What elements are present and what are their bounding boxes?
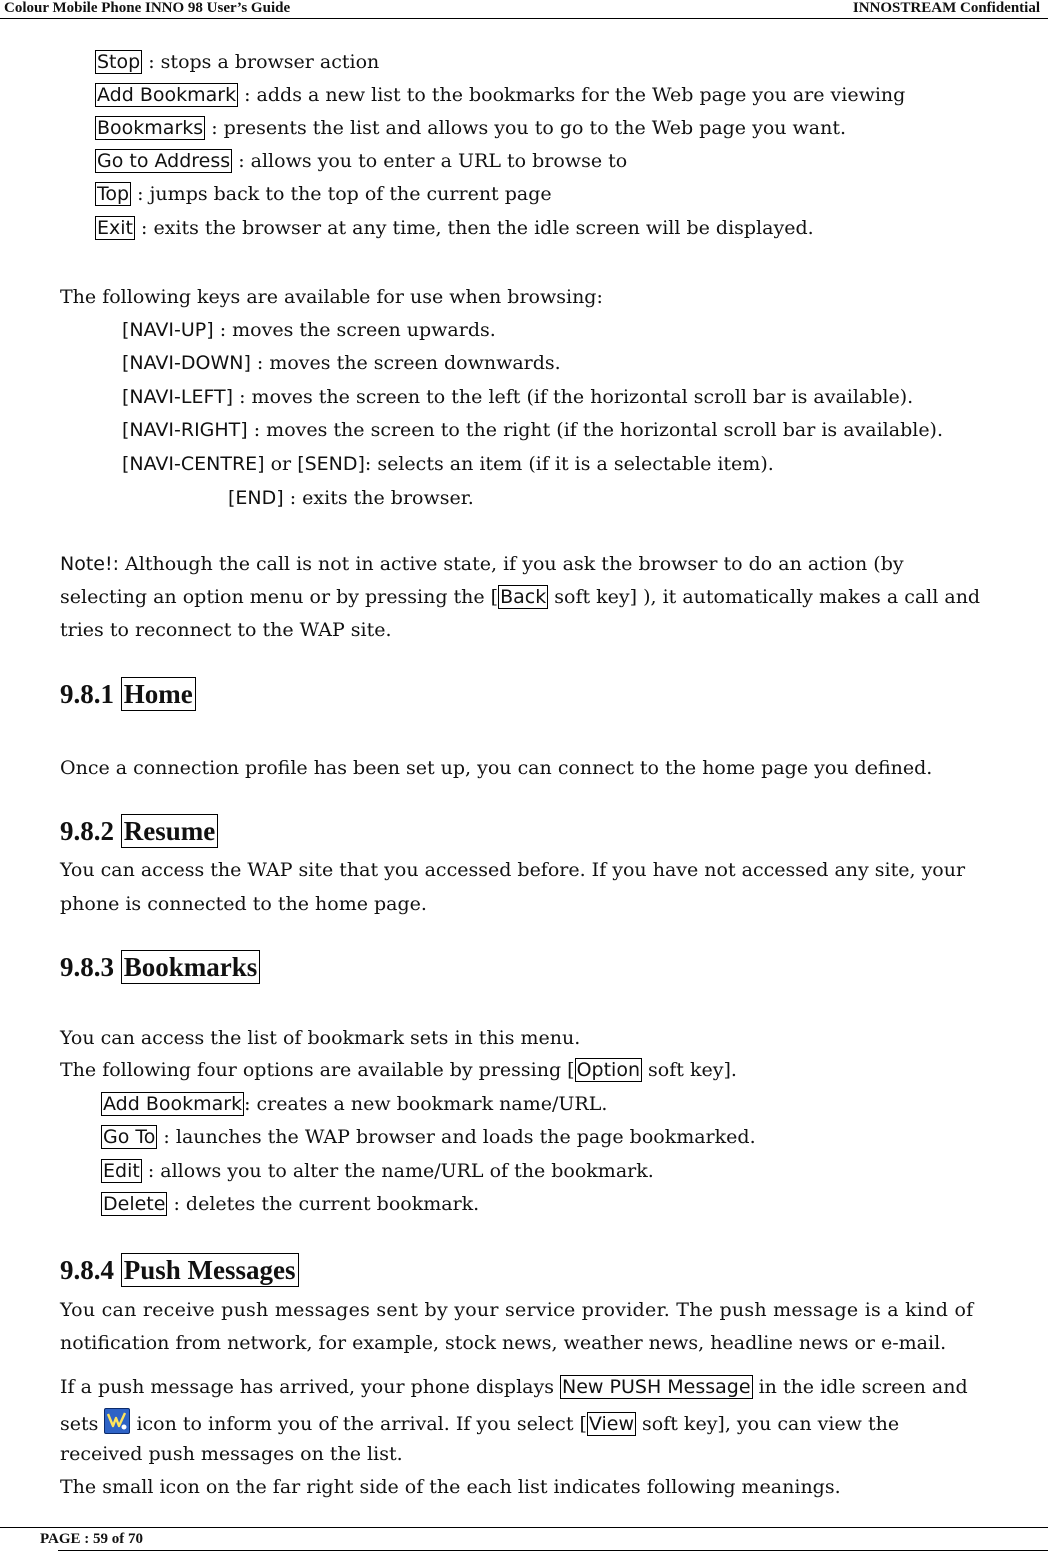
header-title: Colour Mobile Phone INNO 98 User’s Guide — [4, 0, 291, 16]
heading-bookmarks — [60, 950, 260, 984]
key-desc: : moves the screen to the left (if the horizontal scroll bar is available). — [233, 386, 914, 408]
option-key: Exit — [97, 217, 133, 239]
note-label: Note!: — [60, 553, 119, 575]
heading-home — [60, 677, 196, 711]
heading-number: 9.8.2 — [60, 816, 121, 846]
push-line-2: notification from network, for example, stock news, weather news, headline news or e-mail. — [60, 1332, 947, 1354]
new-push-message-label: New PUSH Message — [562, 1376, 751, 1398]
push-line-6: The small icon on the far right side of the each list indicates following meanings. — [60, 1476, 841, 1498]
key-desc: : moves the screen to the right (if the horizontal scroll bar is available). — [247, 419, 944, 441]
option-stop — [95, 50, 379, 74]
key-desc: : moves the screen downwards. — [250, 352, 561, 374]
note-text: Although the call is not in active state, if you ask the browser to do an action (by — [119, 553, 904, 575]
push-text: icon to inform you of the arrival. If you select [ — [130, 1413, 587, 1435]
push-text: in the idle screen and — [752, 1376, 968, 1398]
key-or: or — [264, 453, 298, 475]
option-desc: : allows you to alter the name/URL of the bookmark. — [141, 1160, 654, 1182]
key-navi-right — [122, 418, 943, 442]
page-footer — [0, 1527, 1048, 1552]
key-desc: : exits the browser. — [283, 487, 474, 509]
key-label: [NAVI-DOWN] — [122, 352, 251, 374]
bookmarks-line-2 — [60, 1058, 737, 1082]
push-line-5: received push messages on the list. — [60, 1443, 403, 1465]
option-key: Bookmarks — [97, 117, 204, 139]
back-key: Back — [500, 586, 547, 608]
option-go-to-address — [95, 149, 627, 173]
option-key: Edit — [103, 1160, 140, 1182]
resume-line-1: You can access the WAP site that you accessed before. If you have not accessed any site, your — [60, 859, 966, 881]
page-header — [0, 0, 1048, 19]
heading-number: 9.8.3 — [60, 952, 121, 982]
push-text: soft key], you can view the — [636, 1413, 900, 1435]
option-key: Stop — [97, 51, 141, 73]
keys-intro: The following keys are available for use when browsing: — [60, 286, 603, 308]
heading-title: Push Messages — [121, 1253, 299, 1287]
page-number: PAGE : 59 of 70 — [40, 1531, 144, 1547]
heading-title: Bookmarks — [121, 950, 261, 984]
option-desc: : stops a browser action — [142, 51, 380, 73]
push-line-3 — [60, 1375, 968, 1399]
key-desc: : selects an item (if it is a selectable item). — [364, 453, 774, 475]
option-desc: : allows you to enter a URL to browse to — [232, 150, 628, 172]
push-text: If a push message has arrived, your phone displays — [60, 1376, 561, 1398]
option-exit — [95, 216, 814, 240]
key-navi-centre — [122, 452, 774, 476]
option-key: Top — [97, 183, 130, 205]
push-text: sets — [60, 1413, 105, 1435]
option-desc: : jumps back to the top of the current page — [131, 183, 552, 205]
key-end — [228, 486, 474, 510]
bookmarks-text: The following four options are available by pressing [ — [60, 1059, 575, 1081]
bookmark-option-delete — [101, 1192, 479, 1216]
option-bookmarks — [95, 116, 846, 140]
key-label: [END] — [228, 487, 284, 509]
option-key: Add Bookmark — [103, 1093, 243, 1115]
resume-line-2: phone is connected to the home page. — [60, 893, 427, 915]
push-line-1: You can receive push messages sent by your service provider. The push message is a kind of — [60, 1299, 974, 1321]
option-key: Add Bookmark — [97, 84, 237, 106]
heading-title: Resume — [121, 814, 218, 848]
key-label-send: [SEND] — [297, 453, 365, 475]
key-label: [NAVI-RIGHT] — [122, 419, 248, 441]
option-desc: : deletes the current bookmark. — [167, 1193, 480, 1215]
bookmarks-text: soft key]. — [642, 1059, 737, 1081]
note-text: selecting an option menu or by pressing the [ — [60, 586, 499, 608]
key-navi-down — [122, 351, 561, 375]
bookmarks-line-1: You can access the list of bookmark sets in this menu. — [60, 1027, 581, 1049]
note-line-3: tries to reconnect to the WAP site. — [60, 619, 392, 641]
option-key: Go to Address — [97, 150, 231, 172]
push-line-4 — [60, 1408, 899, 1436]
push-message-icon — [104, 1408, 130, 1434]
option-desc: : exits the browser at any time, then the idle screen will be displayed. — [134, 217, 814, 239]
key-desc: : moves the screen upwards. — [213, 319, 496, 341]
note-line-2 — [60, 585, 980, 609]
option-key: Go To — [103, 1126, 156, 1148]
header-confidential: INNOSTREAM Confidential — [852, 0, 1040, 16]
view-soft-key: View — [588, 1413, 634, 1435]
heading-number: 9.8.1 — [60, 679, 121, 709]
heading-resume — [60, 814, 218, 848]
key-label: [NAVI-UP] — [122, 319, 214, 341]
home-text: Once a connection profile has been set up, you can connect to the home page you defined. — [60, 757, 933, 779]
bookmark-option-add — [101, 1092, 607, 1116]
option-add-bookmark — [95, 83, 905, 107]
note-text: soft key] ), it automatically makes a call and — [548, 586, 981, 608]
heading-title: Home — [121, 677, 196, 711]
key-navi-up — [122, 318, 496, 342]
heading-push-messages — [60, 1253, 299, 1287]
heading-number: 9.8.4 — [60, 1255, 121, 1285]
option-desc: : launches the WAP browser and loads the page bookmarked. — [157, 1126, 756, 1148]
note-line-1 — [60, 552, 904, 576]
option-desc: : presents the list and allows you to go to the Web page you want. — [205, 117, 847, 139]
bookmark-option-edit — [101, 1159, 654, 1183]
key-label: [NAVI-CENTRE] — [122, 453, 265, 475]
key-navi-left — [122, 385, 913, 409]
option-key: Delete — [103, 1193, 166, 1215]
key-label: [NAVI-LEFT] — [122, 386, 234, 408]
option-soft-key: Option — [576, 1059, 641, 1081]
option-desc: : adds a new list to the bookmarks for the Web page you are viewing — [238, 84, 906, 106]
option-desc: : creates a new bookmark name/URL. — [244, 1093, 608, 1115]
bookmark-option-go-to — [101, 1125, 756, 1149]
option-top — [95, 182, 552, 206]
